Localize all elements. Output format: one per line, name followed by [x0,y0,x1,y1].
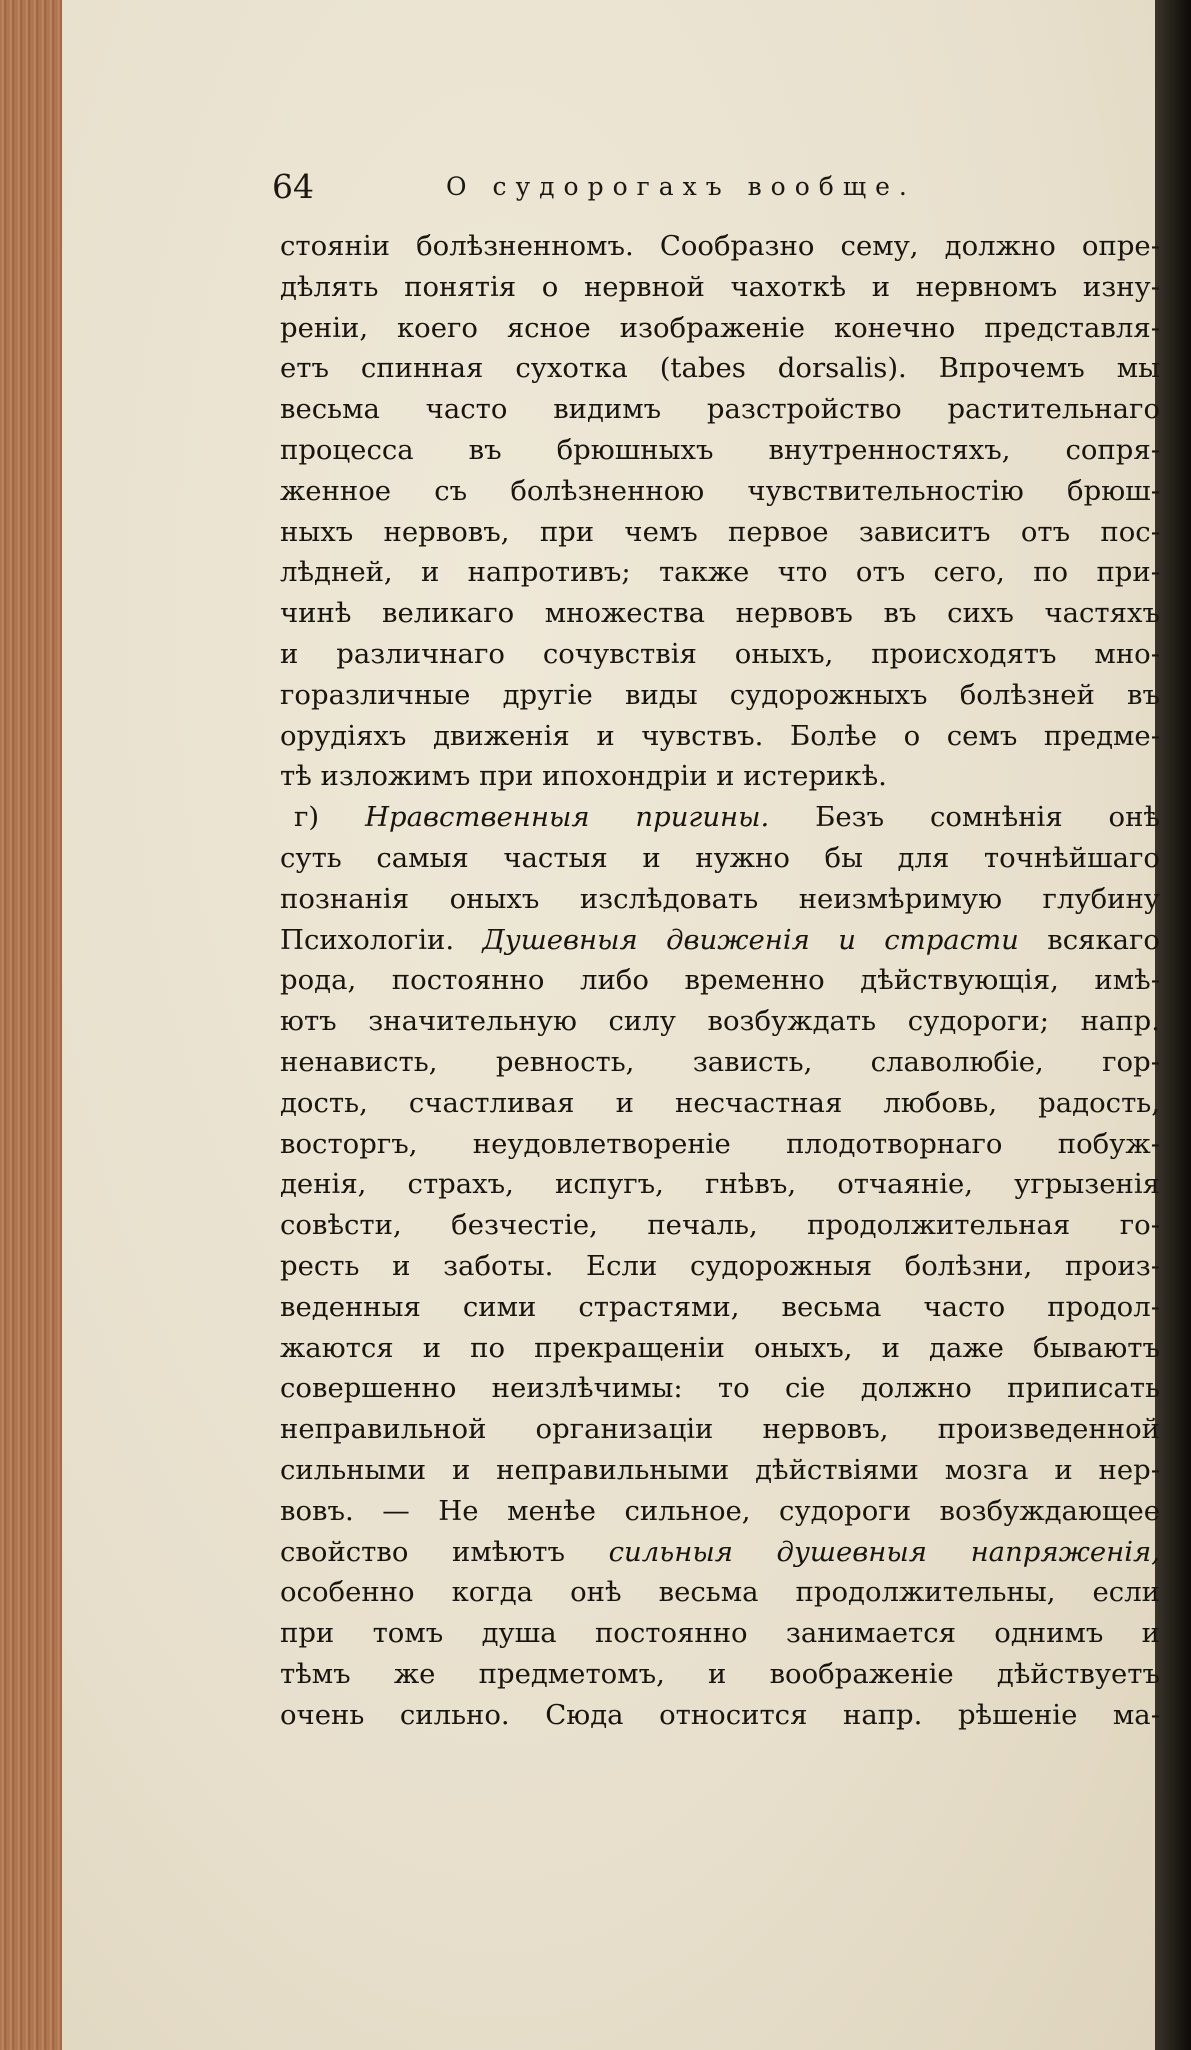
text-line [280,1695,1160,1736]
text-run: г) [294,801,365,834]
page-number: 64 [272,167,314,206]
text-line [280,1001,1160,1042]
text-run: суть самыя частыя и нужно бы для точнѣйшаго [280,841,1160,874]
italic-phrase: сильныя душевныя напряженія, [608,1535,1160,1568]
text-line [280,920,1160,961]
text-run: дѣлять понятія о нервной чахоткѣ и нервномъ изну- [280,270,1160,303]
text-line [280,1450,1160,1491]
text-run: сильными и неправильными дѣйствіями мозга и нер- [280,1453,1160,1486]
text-run: восторгъ, неудовлетвореніе плодотворнаго побуж- [280,1127,1160,1160]
text-line [280,471,1160,512]
text-run: дость, счастливая и несчастная любовь, радость, [280,1086,1160,1119]
text-run: горазличные другіе виды судорожныхъ болѣзней въ [280,678,1160,711]
text-run: неправильной организаціи нервовъ, произведенной [280,1413,1160,1446]
text-run: всякаго [1018,923,1160,956]
text-line [280,1613,1160,1654]
text-run: рода, постоянно либо временно дѣйствующія, имѣ- [280,964,1160,997]
text-run: Безъ сомнѣнія онѣ [769,801,1160,834]
text-run: весьма часто видимъ разстройство растительнаго [280,393,1160,426]
page-edge [0,0,68,2050]
text-run: тѣ изложимъ при ипохондріи и истерикѣ. [280,760,887,793]
text-run: стояніи болѣзненномъ. Сообразно сему, должно опре- [280,230,1160,262]
text-run: веденныя сими страстями, весьма часто продол- [280,1290,1160,1323]
text-run: жаются и по прекращеніи оныхъ, и даже бываютъ [280,1331,1160,1364]
text-line [280,634,1160,675]
spine-shadow [1155,0,1191,2050]
body-text [280,226,1160,1735]
text-line [280,552,1160,593]
page-header [272,162,1152,212]
text-line [280,1491,1160,1532]
text-line [280,1368,1160,1409]
text-line [280,430,1160,471]
italic-phrase: Душевныя движенія и страсти [482,923,1019,956]
text-line [280,226,1160,267]
text-line [280,756,1160,797]
text-run: совершенно неизлѣчимы: то сіе должно приписать [280,1372,1160,1405]
text-line [280,1654,1160,1695]
text-run: при томъ душа постоянно занимается однимъ и [280,1617,1160,1650]
text-line [280,1083,1160,1124]
text-run: ненависть, ревность, зависть, славолюбіе, гор- [280,1045,1160,1078]
text-line [280,1205,1160,1246]
text-line [280,512,1160,553]
text-line [280,797,1160,838]
text-run: денія, страхъ, испугъ, гнѣвъ, отчаяніе, угрызенія [280,1168,1160,1201]
text-run: реніи, коего ясное изображеніе конечно представля- [280,311,1160,344]
text-run: ныхъ нервовъ, при чемъ первое зависитъ отъ пос- [280,515,1160,548]
text-line [280,960,1160,1001]
text-line [280,838,1160,879]
text-run: вовъ. — Не менѣе сильное, судороги возбуждающее [280,1494,1160,1527]
text-line [280,1328,1160,1369]
text-line [280,593,1160,634]
text-run: очень сильно. Сюда относится напр. рѣшеніе ма- [280,1698,1160,1731]
text-run: лѣдней, и напротивъ; также что отъ сего, по при- [280,556,1160,589]
text-line [280,716,1160,757]
text-run: орудіяхъ движенія и чувствъ. Болѣе о семъ предме- [280,719,1160,752]
italic-phrase: Нравственныя пригины. [364,801,770,834]
text-line [280,879,1160,920]
text-line [280,389,1160,430]
text-line [280,1409,1160,1450]
text-run: особенно когда онѣ весьма продолжительны, если [280,1576,1160,1609]
text-line [280,675,1160,716]
text-run: Психологіи. [280,923,483,956]
text-run: познанія оныхъ изслѣдовать неизмѣримую глубину [280,882,1160,915]
text-line [280,348,1160,389]
text-run: свойство имѣютъ [280,1535,609,1568]
text-run: тѣмъ же предметомъ, и воображеніе дѣйствуетъ [280,1657,1160,1690]
text-run: етъ спинная сухотка (tabes dorsalis). Впрочемъ мы [280,352,1160,385]
text-run: совѣсти, безчестіе, печаль, продолжительная го- [280,1209,1160,1242]
text-line [280,308,1160,349]
text-line [280,1287,1160,1328]
text-run: женное съ болѣзненною чувствительностію брюш- [280,474,1160,507]
text-line [280,1532,1160,1573]
text-line [280,1572,1160,1613]
text-line [280,267,1160,308]
text-run: чинѣ великаго множества нервовъ въ сихъ частяхъ [280,597,1160,630]
running-title: О судорогахъ вообще. [446,172,916,201]
text-line [280,1042,1160,1083]
text-run: ресть и заботы. Если судорожныя болѣзни, произ- [280,1249,1160,1282]
text-run: процесса въ брюшныхъ внутренностяхъ, сопря- [280,433,1160,466]
text-line [280,1246,1160,1287]
text-line [280,1164,1160,1205]
text-line [280,1124,1160,1165]
text-run: ютъ значительную силу возбуждать судороги; напр. [280,1005,1160,1038]
text-run: и различнаго сочувствія оныхъ, происходятъ мно- [280,637,1160,670]
